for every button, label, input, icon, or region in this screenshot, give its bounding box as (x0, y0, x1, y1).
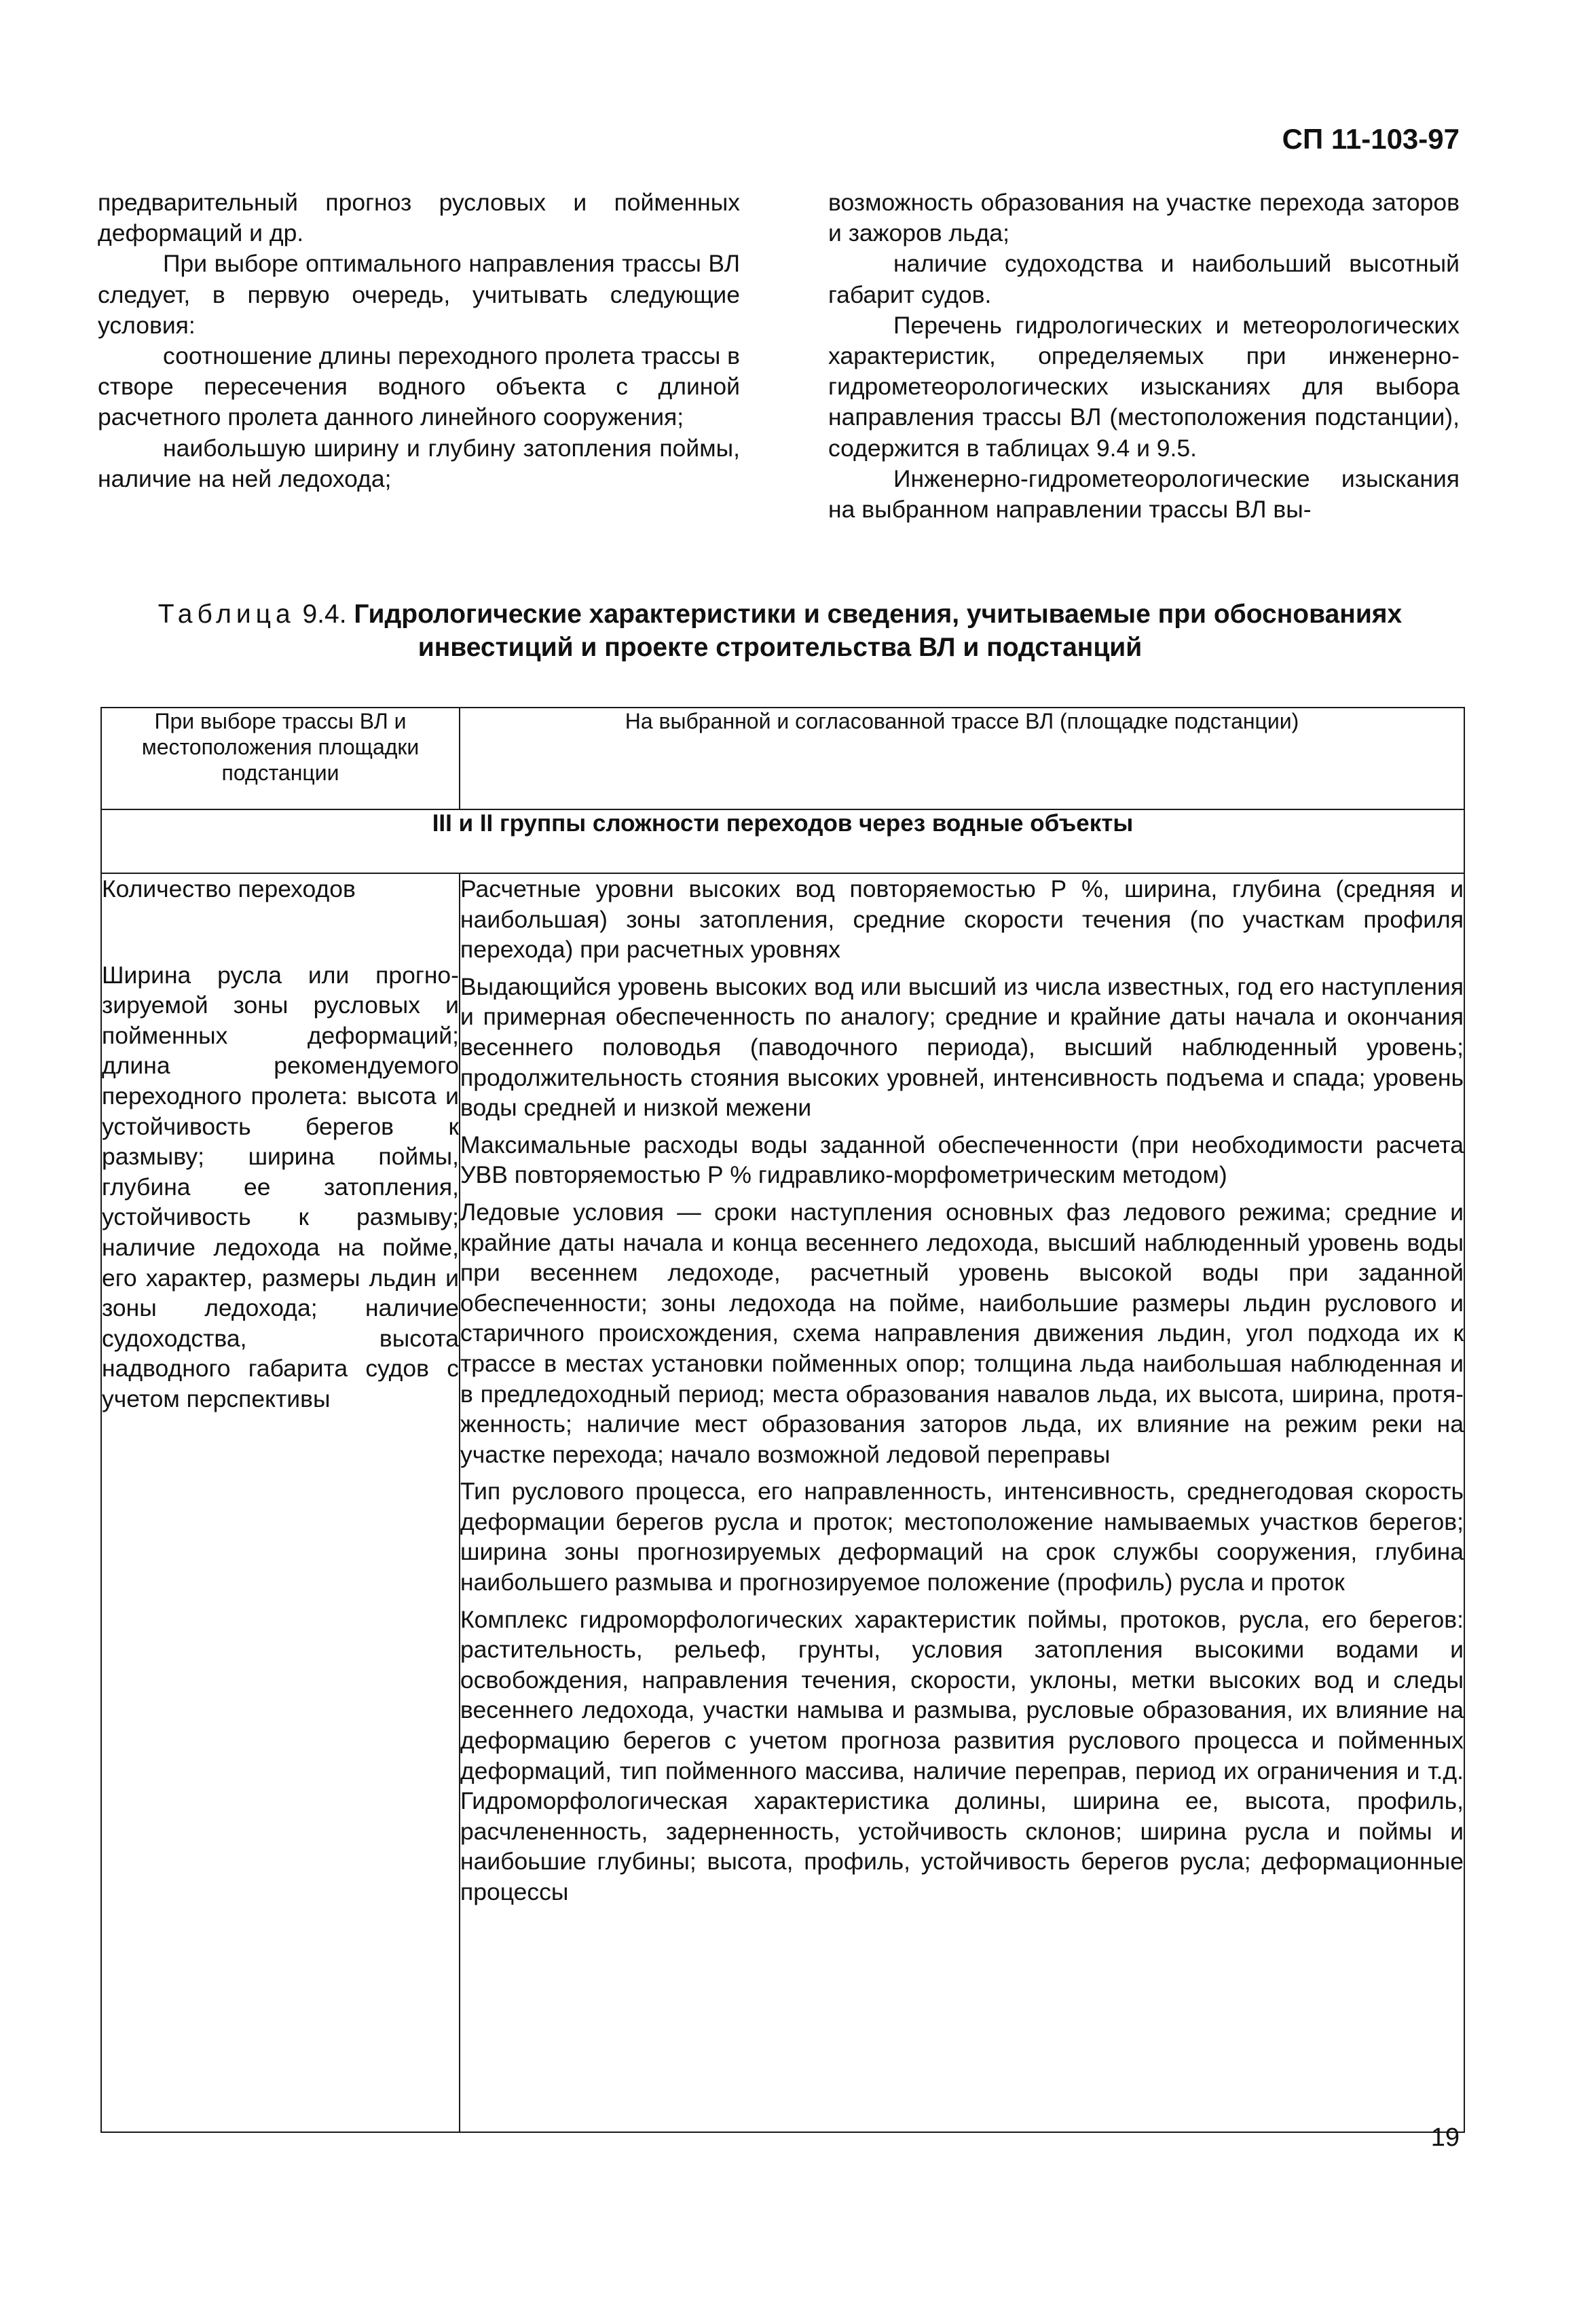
table-body-row (101, 873, 1464, 2132)
paragraph: предварительный прогноз русловых и пойменных деформаций и др. (98, 189, 740, 247)
table-title: Гидрологические характеристики и сведения, учитываемые при обоснованиях инвестиций и проекте строительства ВЛ и подстанций (354, 600, 1403, 662)
page-number: 19 (1430, 2123, 1460, 2152)
right-item: Расчетные уровни высоких вод повторяемостью Р %, ширина, глубина (средняя и наибольшая) зоны затопления, средние скорости течения (по участкам профиля перехода) при расчетных уровнях (460, 875, 1464, 964)
left-criteria-cell (101, 873, 460, 2132)
right-item: Ледовые условия — сроки наступления основных фаз ледового режима; средние и крайние даты начала и конца весеннего ледохода, высший наблюденный уровень воды при весеннем ледоходе, расчетный уровень высокой воды при заданной обеспеченности; зоны ледохода на пойме, наибольшие размеры льдин руслового и старичного происхождения, схема направления движения льдин, угол подхода их к трассе в местах установки пойменных опор; толщина льда наибольшая наблюденная и в предледоходный период; места образования навалов льда, их высота, ширина, протяженность; наличие мест образования заторов льда, их влияние на режим реки на участке перехода; начало возможной ледовой переправы (460, 1198, 1464, 1468)
table-caption (98, 598, 1462, 664)
paragraph: Инженерно-гидрометеорологические изыскания на выбранном направлении трассы ВЛ вы- (828, 464, 1460, 524)
paragraph: наличие судоходства и наибольший высотный габарит судов. (828, 250, 1460, 308)
header-cell-left: При выборе трассы ВЛ и местоположения площадки подстанции (101, 708, 460, 809)
paragraph: При выборе оптимального направления трассы ВЛ следует, в первую очередь, учитывать следующие условия: (98, 250, 740, 339)
paragraph: наибольшую ширину и глубину затопления поймы, наличие на ней ледохода; (98, 434, 740, 492)
right-item: Выдающийся уровень высоких вод или высший из числа известных, год его наступления и примерная обеспеченность по аналогу; средние и крайние даты начала и окончания весеннего половодья (паводочного периода), высший наблюденный уровень; продолжительность стояния высоких уровней, интенсивность подъема и спада; уровень воды средней и низкой межени (460, 972, 1464, 1122)
right-text-column (828, 187, 1460, 525)
right-criteria-cell (460, 873, 1464, 2132)
table-number: 9.4. (295, 600, 354, 629)
paragraph: соотношение длины переходного пролета трассы в створе пересечения водного объекта с длиной расчетного пролета данного линейного сооружения; (98, 342, 740, 431)
table-header-row (101, 708, 1464, 809)
header-cell-right: На выбранной и согласованной трассе ВЛ (площадке подстанции) (460, 708, 1464, 809)
left-item: Количество переходов (102, 875, 356, 902)
right-item: Максимальные расходы воды заданной обеспеченности (при необходимости расчета УВВ повторяемостью Р % гидравлико-морфометрическим методом) (460, 1131, 1464, 1189)
table-label: Таблица (157, 600, 295, 629)
right-item: Тип руслового процесса, его направленность, интенсивность, среднегодовая скорость деформации берегов русла и проток; местоположение намываемых участков берегов; ширина зоны прогнозируемых деформаций на срок службы сооружения, глубина наибольшего размыва и прогнозируемое положение (профиль) русла и проток (460, 1478, 1464, 1596)
left-text-column (98, 187, 740, 494)
left-item: Ширина русла или прогнозируемой зоны русловых и пойменных деформаций; длина рекомендуемого переходного пролета: высота и устойчивость берегов к размыву; ширина поймы, глубина ее затопления, устойчивость к размыву; наличие ледохода на пойме, его характер, размеры льдин и зоны ледохода; наличие судоходства, высота надводного габарита судов с учетом перспективы (102, 961, 459, 1412)
document-code: СП 11-103-97 (1282, 123, 1460, 155)
paragraph: возможность образования на участке перехода заторов и зажоров льда; (828, 189, 1460, 247)
hydrology-table (100, 707, 1465, 2133)
right-item: Комплекс гидроморфологических характеристик поймы, протоков, русла, его берегов: растительность, рельеф, грунты, условия затопления высокими водами и освобождения, направления течения, скорости, уклоны, метки высоких вод и следы весеннего ледохода, участки намыва и размыва, русловые образования, их влияние на деформацию берегов с учетом прогноза развития руслового процесса и пойменных деформаций, тип пойменного массива, наличие переправ, период их ограничения и т.д. Гидроморфологическая характеристика долины, ширина ее, высота, профиль, расчлененность, задерненность, устойчивость склонов; ширина русла и поймы и наибоьшие глубины; высота, профиль, устойчивость берегов русла; деформационные процессы (460, 1605, 1464, 1905)
paragraph: Перечень гидрологических и метеорологических характеристик, определяемых при инженерно-гидрометеорологических изысканиях для выбора направления трассы ВЛ (местоположения подстанции), содержится в таблицах 9.4 и 9.5. (828, 311, 1460, 462)
group-row-cell: III и II группы сложности переходов через водные объекты (101, 809, 1464, 873)
group-row (101, 809, 1464, 873)
